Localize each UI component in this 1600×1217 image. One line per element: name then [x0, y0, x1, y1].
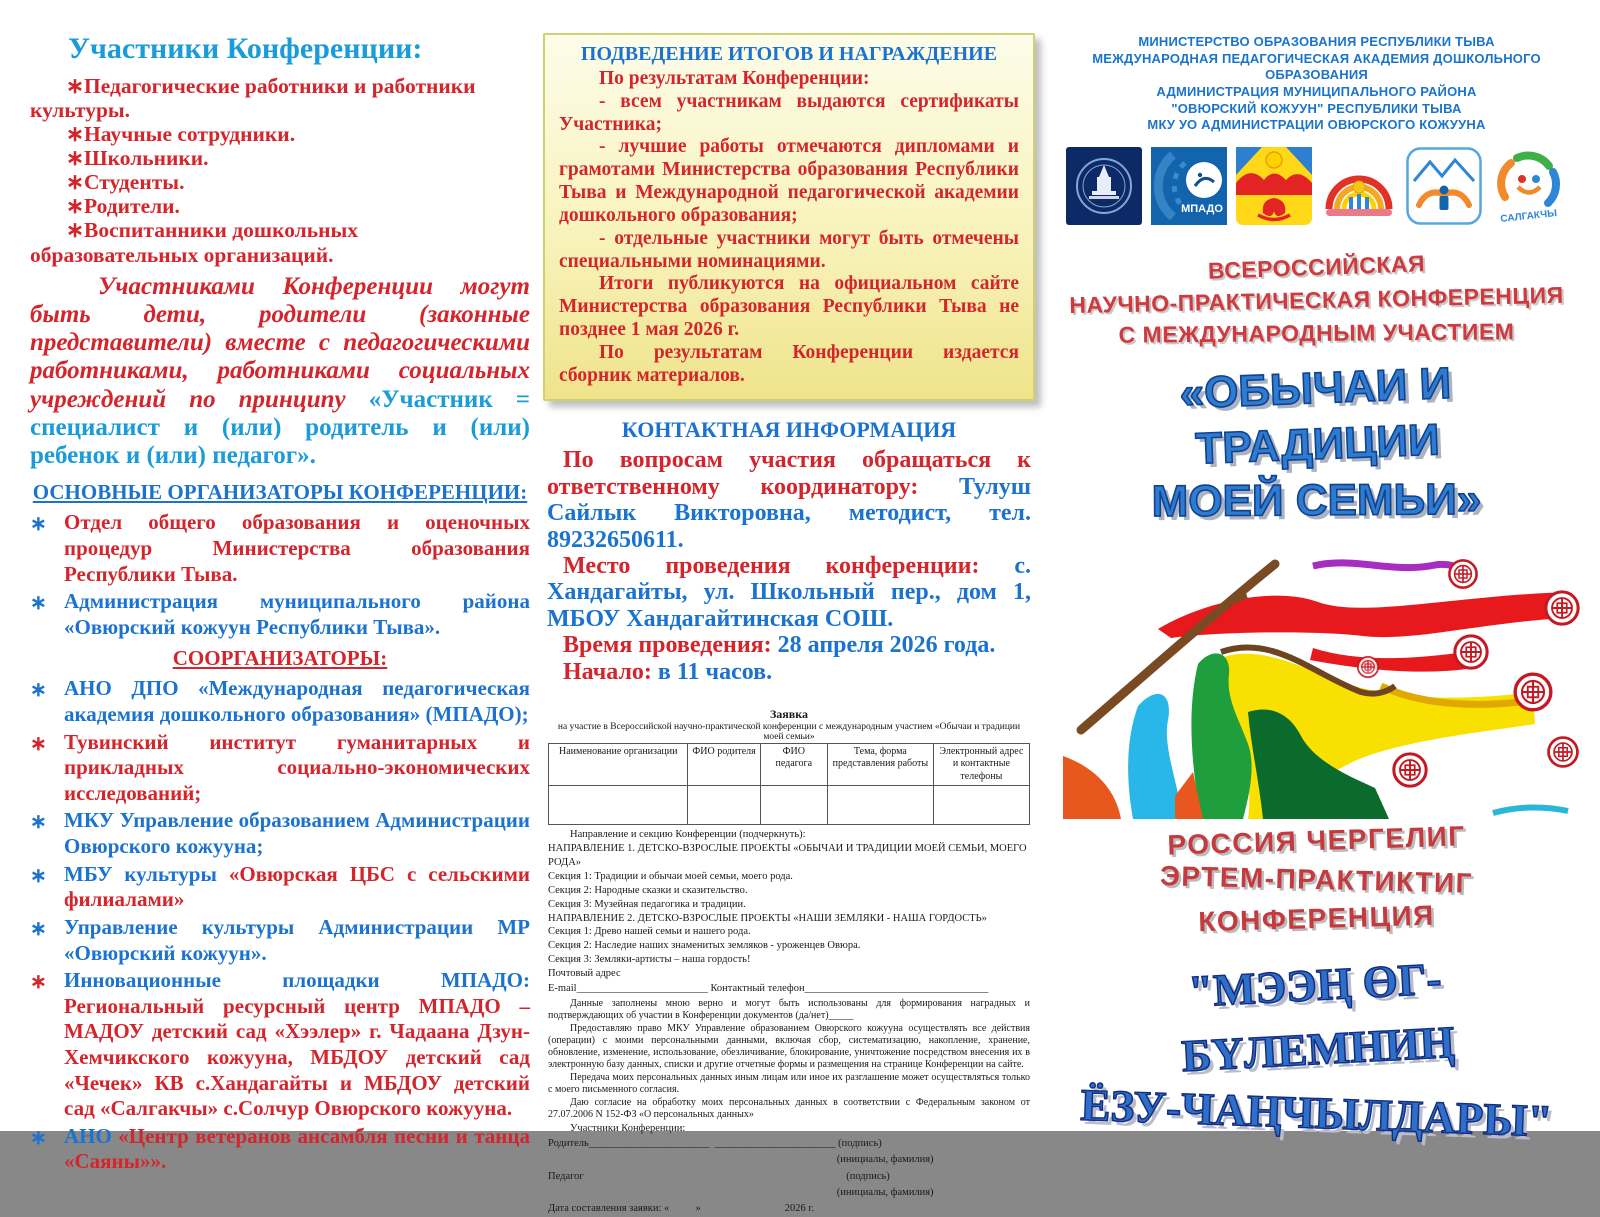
tuvan-title — [1063, 954, 1570, 1146]
form-line: Направление и секцию Конференции (подчеркнуть): — [570, 829, 806, 841]
organizer-item — [30, 676, 530, 727]
conference-title-line: МОЕЙ СЕМЬИ» — [1151, 475, 1482, 527]
coorganizers-heading: СООРГАНИЗАТОРЫ: — [172, 646, 388, 671]
organizer-text — [64, 808, 530, 859]
ministry-header — [1063, 0, 1570, 134]
asterisk-bullet: ∗ — [30, 811, 47, 834]
knot-medallion — [1394, 754, 1426, 786]
participant-item: ∗Студенты. — [66, 170, 185, 195]
orange-shape — [1063, 756, 1121, 819]
form-line: Секция 2: Наследие наших знаменитых земляков - уроженцев Овюра. — [548, 940, 861, 952]
contact-title: КОНТАКТНАЯ ИНФОРМАЦИЯ — [621, 417, 957, 443]
form-line: Секция 1: Традиции и обычаи моей семьи, моего рода. — [548, 870, 793, 882]
asterisk-bullet: ∗ — [30, 1126, 47, 1149]
col-work-topic: Тема, форма представления работы — [827, 743, 933, 786]
organizer-item — [30, 915, 530, 966]
organizer-segment: Инновационные площадки МПАДО: — [64, 968, 530, 993]
contact-info — [543, 447, 1035, 685]
organizer-segment: МКУ Управление образованием Администрации Овюрского кожууна; — [64, 808, 530, 859]
form-title: Заявка — [769, 706, 809, 721]
organizer-item — [30, 510, 530, 587]
form-lines — [548, 828, 1030, 1217]
cell-organization — [549, 786, 688, 825]
results-paragraphs — [559, 68, 1019, 387]
form-line: Секция 2: Народные сказки и сказительство. — [548, 884, 748, 896]
salgakchy-logo-icon — [1491, 147, 1567, 225]
form-line: Секция 3: Земляки-артисты – наша гордость! — [548, 954, 751, 966]
contact-paragraph — [543, 447, 1035, 553]
participants-note — [30, 273, 530, 471]
organizer-text — [64, 730, 530, 807]
right-panel — [1063, 0, 1570, 1146]
col-teacher-name: ФИО педагога — [760, 743, 827, 786]
conference-type-line: С МЕЖДУНАРОДНЫМ УЧАСТИЕМ — [1118, 318, 1515, 349]
participant-item: ∗Научные сотрудники. — [66, 122, 296, 147]
organizer-item — [30, 1124, 530, 1175]
mpado-logo-icon — [1151, 147, 1227, 225]
salgakchy-logo-label: САЛГАКЧЫ — [1499, 207, 1558, 225]
organizer-text — [64, 1124, 530, 1175]
form-line: Предоставляю право МКУ Управление образованием Овюрского кожууна осуществлять все действия (операции) с моими персональными данными, включая сбор, систематизацию, накопление, хранение, обновление, изменение, использование, обезличивание, блокирование, уничтожение посредством внесения их в электронную базу данных, списки и другие отчетные формы и размещения на странице Конференции на сайте. — [548, 1023, 1030, 1071]
empty-form-row — [549, 786, 1030, 825]
col-organization: Наименование организации — [549, 743, 688, 786]
conference-title-line: «ОБЫЧАИ И ТРАДИЦИИ — [1178, 358, 1453, 474]
contact-segment: По вопросам участия обращаться к ответственному координатору: — [547, 447, 1031, 500]
organizer-text — [64, 676, 530, 727]
form-line: Секция 1: Древо нашей семьи и нашего рода. — [548, 926, 751, 938]
application-table — [548, 743, 1030, 826]
organizer-text — [64, 510, 530, 587]
organizer-text — [64, 915, 530, 966]
knot-medallion — [1358, 657, 1378, 677]
organizer-item — [30, 862, 530, 913]
rainbow-arch-logo-icon — [1321, 147, 1397, 225]
form-line: Родитель_______________________ _______________________ (подпись) — [548, 1137, 882, 1149]
asterisk-bullet: ∗ — [30, 513, 47, 536]
conference-type-line: ВСЕРОССИЙСКАЯ — [1207, 249, 1426, 284]
contact-segment: Время проведения: — [563, 632, 778, 659]
results-paragraph: Итоги публикуются на официальном сайте Министерства образования Республики Тыва не позднее 1 мая 2026 г. — [559, 273, 1019, 340]
mpado-logo-label: МПАДО — [1181, 202, 1223, 215]
form-line: Педагог (подпись) — [548, 1170, 890, 1182]
tuvan-title-line: "МЭЭҢ ӨГ-БҮЛЕМНИҢ — [1180, 953, 1456, 1082]
organizer-segment: «Овюрская ЦБС с сельскими филиалами» — [64, 861, 530, 912]
col-parent-name: ФИО родителя — [688, 743, 760, 786]
participant-item: ∗Педагогические работники и работники культуры. — [30, 74, 476, 123]
knot-medallion — [1515, 674, 1551, 710]
form-line: Участники Конференции: — [570, 1123, 686, 1135]
form-line: (инициалы, фамилия) — [548, 1186, 934, 1198]
organizers-heading: ОСНОВНЫЕ ОРГАНИЗАТОРЫ КОНФЕРЕНЦИИ: — [32, 480, 528, 505]
contact-segment: 28 апреля 2026 года. — [777, 632, 996, 659]
note-text: Участниками Конференции могут быть дети, родители (законные представители) вместе с педагогическими работниками, работниками социальных учреждений по принципу — [30, 272, 530, 413]
results-paragraph: - всем участникам выдаются сертификаты Участника; — [559, 90, 1019, 135]
family-traditions-artwork — [1063, 534, 1568, 819]
tuvan-red-line: КОНФЕРЕНЦИЯ — [1197, 899, 1436, 938]
ovyur-kozhuun-coat-of-arms-icon — [1236, 147, 1312, 225]
cell-teacher-name — [760, 786, 827, 825]
form-line: Данные заполнены мною верно и могут быть использованы для формирования наградных и подтверждающих об участии в Конференции документов (да/нет)_____ — [548, 998, 1030, 1022]
contact-paragraph — [543, 659, 1035, 685]
middle-panel — [543, 0, 1035, 1217]
form-line: Почтовый адрес — [548, 967, 621, 979]
contact-segment: Тулуш Сайлык Викторовна, методист, тел. 89232650611. — [547, 473, 1031, 553]
participant-item: ∗Воспитанники дошкольных образовательных организаций. — [30, 218, 359, 267]
organizer-item — [30, 808, 530, 859]
application-form — [548, 707, 1030, 1217]
contact-segment: в 11 часов. — [657, 658, 773, 685]
conference-title — [1063, 358, 1570, 530]
form-line: Даю согласие на обработку моих персональных данных в соответствии с Федеральным законом от 27.07.2006 N 152-ФЗ «О персональных данных» — [548, 1097, 1030, 1121]
organizer-item — [30, 589, 530, 640]
knot-medallion — [1546, 592, 1578, 624]
participants-title: Участники Конференции: — [68, 32, 423, 65]
contact-segment: Начало: — [563, 658, 658, 685]
conference-type-heading — [1063, 251, 1570, 351]
results-paragraph: - лучшие работы отмечаются дипломами и грамотами Министерства образования Республики Тыва и Международной педагогической академии дошкольного образования; — [559, 136, 1019, 226]
purple-ribbon — [1313, 563, 1467, 571]
left-panel — [30, 26, 530, 1177]
organizer-segment: МБУ культуры — [64, 861, 229, 886]
organizer-segment: Управление культуры Администрации МР «Овюрский кожуун». — [64, 914, 530, 965]
col-contacts: Электронный адрес и контактные телефоны — [933, 743, 1029, 786]
principle-text: «Участник = специалист и (или) родитель и (или) ребенок и (или) педагог». — [30, 385, 530, 470]
results-paragraph: По результатам Конференции издается сборник материалов. — [559, 341, 1019, 386]
form-line: Дата составления заявки: « » 2026 г. — [548, 1203, 815, 1215]
participant-item: ∗Школьники. — [66, 146, 209, 171]
form-line: Секция 3: Музейная педагогика и традиции. — [548, 898, 746, 910]
ministry-of-education-tyva-emblem-icon — [1066, 147, 1142, 225]
contact-segment: Место проведения конференции: — [563, 552, 1015, 579]
form-line: Передача моих персональных данных иным лицам или иное их разглашение может осуществляться только с моего письменного согласия. — [548, 1072, 1030, 1096]
ministry-line: МКУ УО АДМИНИСТРАЦИИ ОВЮРСКОГО КОЖУУНА — [1147, 117, 1486, 133]
red-streak — [1310, 648, 1473, 672]
results-paragraph: - отдельные участники могут быть отмечены специальными номинациями. — [559, 227, 1019, 272]
tuvan-red-line: ЭРТЕМ-ПРАКТИКТИГ — [1159, 860, 1474, 899]
contact-paragraph — [543, 632, 1035, 658]
organizer-text — [64, 968, 530, 1122]
results-box — [543, 33, 1035, 401]
asterisk-bullet: ∗ — [30, 732, 47, 755]
logos-row — [1063, 147, 1570, 225]
ministry-line: МИНИСТЕРСТВО ОБРАЗОВАНИЯ РЕСПУБЛИКИ ТЫВА — [1138, 34, 1495, 49]
organizer-segment: АНО — [64, 1123, 119, 1148]
organizers-list — [30, 510, 530, 640]
ministry-line: АДМИНИСТРАЦИЯ МУНИЦИПАЛЬНОГО РАЙОНА — [1156, 83, 1477, 99]
organizer-item — [30, 968, 530, 1122]
tuvan-title-line: ЁЗУ-ЧАҢЧЫЛДАРЫ" — [1079, 1079, 1554, 1147]
ministry-line: "ОВЮРСКИЙ КОЖУУН" РЕСПУБЛИКИ ТЫВА — [1171, 100, 1462, 116]
cell-work-topic — [827, 786, 933, 825]
organizer-text — [64, 862, 530, 913]
organizer-segment: Тувинский институт гуманитарных и прикладных социально-экономических исследований; — [64, 729, 530, 805]
asterisk-bullet: ∗ — [30, 679, 47, 702]
coorganizers-list — [30, 676, 530, 1175]
results-title: ПОДВЕДЕНИЕ ИТОГОВ И НАГРАЖДЕНИЕ — [580, 43, 998, 65]
organizer-segment: Администрация муниципального района «Овюрский кожуун Республики Тыва». — [64, 589, 530, 639]
organizer-segment: АНО ДПО «Международная педагогическая академия дошкольного образования» (МПАДО); — [64, 676, 530, 727]
participants-list — [30, 74, 530, 267]
asterisk-bullet: ∗ — [30, 971, 47, 994]
asterisk-bullet: ∗ — [30, 592, 47, 615]
cell-contacts — [933, 786, 1029, 825]
teal-line — [1493, 807, 1568, 813]
asterisk-bullet: ∗ — [30, 864, 47, 887]
participant-item: ∗Родители. — [66, 194, 180, 219]
organizer-segment: Региональный ресурсный центр МПАДО – МАДОУ детский сад «Хээлер» г. Чадаана Дзун-Хемчикского кожууна, МБДОУ детский сад «Чечек» КВ с.Хандагайты и МБДОУ детский сад «Салгакчы» с.Солчур Овюрского кожууна. — [64, 993, 530, 1121]
conference-type-line: НАУЧНО-ПРАКТИЧЕСКАЯ КОНФЕРЕНЦИЯ — [1069, 281, 1564, 319]
family-mountains-logo-icon — [1406, 147, 1482, 225]
form-line: НАПРАВЛЕНИЕ 2. ДЕТСКО-ВЗРОСЛЫЕ ПРОЕКТЫ «НАШИ ЗЕМЛЯКИ - НАША ГОРДОСТЬ» — [548, 912, 987, 924]
organizer-segment: Отдел общего образования и оценочных процедур Министерства образования Республики Тыва. — [64, 510, 530, 586]
form-subtitle: на участие в Всероссийской научно-практической конференции с международным участием «Обычаи и традиции моей семьи» — [557, 721, 1021, 742]
knot-medallion — [1449, 560, 1476, 587]
ministry-line: МЕЖДУНАРОДНАЯ ПЕДАГОГИЧЕСКАЯ АКАДЕМИЯ ДОШКОЛЬНОГО ОБРАЗОВАНИЯ — [1092, 50, 1541, 83]
tuvan-red-line: РОССИЯ ЧЕРГЕЛИГ — [1166, 820, 1467, 861]
contact-paragraph — [543, 553, 1035, 632]
results-paragraph: По результатам Конференции: — [599, 68, 870, 89]
form-line: E-mail_________________________ Контактный телефон___________________________________ — [548, 982, 989, 994]
asterisk-bullet: ∗ — [30, 917, 47, 940]
contact-segment: с. Хандагайты, ул. Школьный пер., дом 1, МБОУ Хандагайтинская СОШ. — [547, 552, 1031, 632]
knot-medallion — [1549, 737, 1578, 766]
organizer-segment: «Центр ветеранов ансамбля песни и танца «Саяны»». — [64, 1123, 530, 1174]
form-line: (инициалы, фамилия) — [548, 1154, 934, 1166]
form-line: НАПРАВЛЕНИЕ 1. ДЕТСКО-ВЗРОСЛЫЕ ПРОЕКТЫ «ОБЫЧАИ И ТРАДИЦИИ МОЕЙ СЕМЬИ, МОЕГО РОДА» — [548, 843, 1027, 869]
organizer-item — [30, 730, 530, 807]
organizer-text — [64, 589, 530, 640]
cyan-shape — [1128, 694, 1183, 819]
cell-parent-name — [688, 786, 760, 825]
knot-medallion — [1455, 636, 1487, 668]
tuvan-conference-heading — [1063, 821, 1570, 939]
